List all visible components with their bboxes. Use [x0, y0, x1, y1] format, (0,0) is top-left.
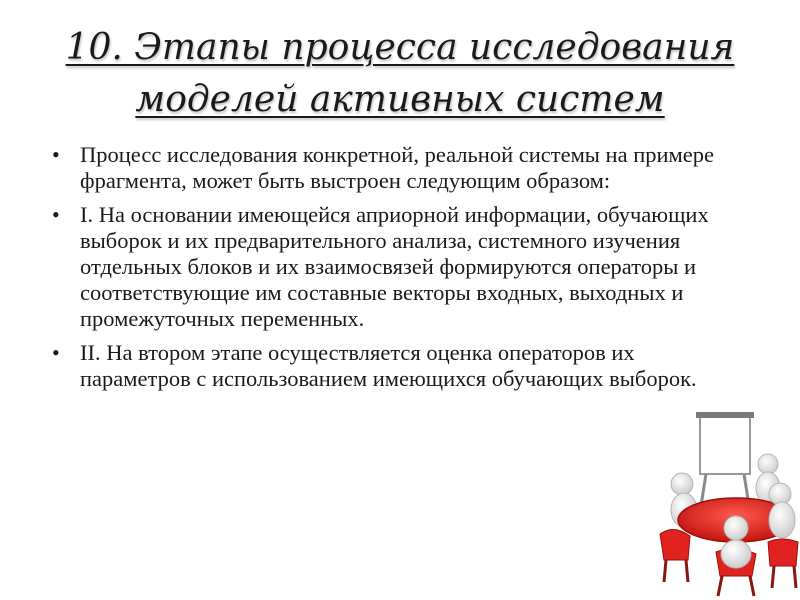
flipchart-icon [696, 412, 754, 512]
figure-right-icon [769, 483, 795, 538]
bullet-item [48, 202, 738, 332]
bullet-text: Процесс исследования конкретной, реальной системы на примере фрагмента, может быть выстроен следующим образом: [80, 142, 714, 193]
chair-right-icon [768, 539, 798, 588]
bullet-item [48, 142, 738, 194]
bullet-dot-icon: • [52, 142, 60, 167]
chair-left-icon [660, 529, 690, 582]
bullet-item [48, 340, 738, 392]
bullet-text: I. На основании имеющейся априорной информации, обучающих выборок и их предварительного анализа, системного изучения отдельных блоков и их взаимосвязей формируются операторы и соответствующие им составные векторы входных, выходных и промежуточных переменных. [80, 202, 709, 331]
bullet-text: II. На втором этапе осуществляется оценка операторов их параметров с использованием имеющихся обучающих выборок. [80, 340, 697, 391]
bullet-dot-icon: • [52, 340, 60, 365]
title-line-2: моделей активных систем [135, 79, 665, 120]
title-line-1: 10. Этапы процесса исследования [65, 27, 735, 68]
meeting-table-figures-icon [656, 402, 800, 598]
bullet-dot-icon: • [52, 202, 60, 227]
slide-title [40, 22, 760, 126]
bullet-list [48, 142, 738, 400]
